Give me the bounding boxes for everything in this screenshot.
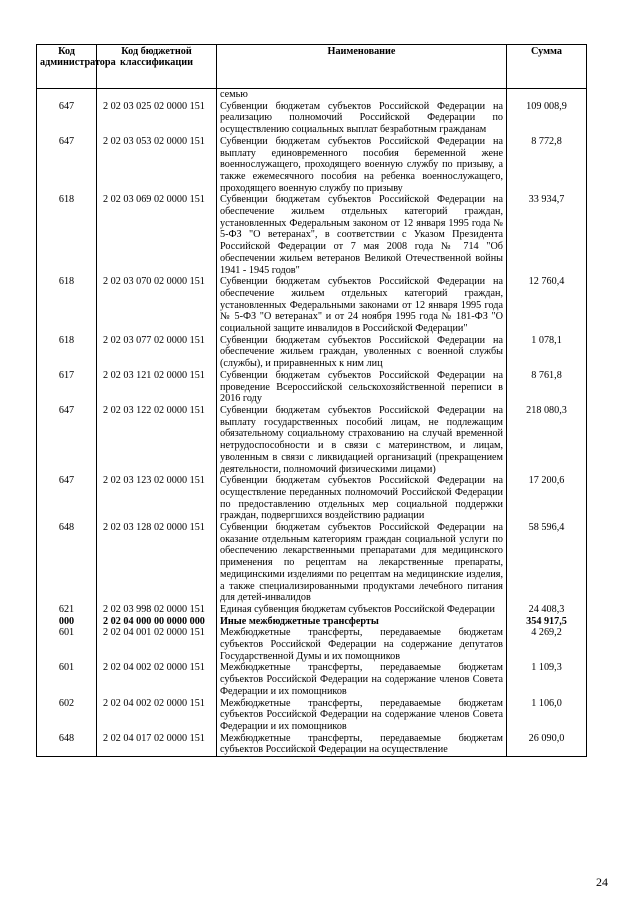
table-row: [37, 627, 587, 662]
table-row: [37, 370, 587, 405]
table-row: [37, 194, 587, 276]
header-name: Наименование: [217, 45, 507, 89]
table-row: [37, 662, 587, 697]
table-row: [37, 604, 587, 616]
page-number: 24: [596, 875, 608, 889]
table-header-row: [37, 45, 587, 89]
sum-cell: 218 080,3: [507, 405, 587, 475]
table-body: [37, 89, 587, 757]
budget-code-cell: 2 02 03 070 02 0000 151: [97, 276, 217, 335]
sum-cell: 1 109,3: [507, 662, 587, 697]
admin-code-cell: 618: [37, 276, 97, 335]
admin-code-cell: 601: [37, 627, 97, 662]
budget-code-cell: 2 02 03 121 02 0000 151: [97, 370, 217, 405]
sum-cell: 24 408,3: [507, 604, 587, 616]
table-row: [37, 136, 587, 195]
header-budget-code: Код бюджетной классификации: [97, 45, 217, 89]
table-row: [37, 405, 587, 475]
name-cell: Иные межбюджетные трансферты: [217, 616, 507, 628]
admin-code-cell: 000: [37, 616, 97, 628]
name-cell: Субвенции бюджетам субъектов Российской Федерации на проведение Всероссийской сельскохозяйственной переписи в 2016 году: [217, 370, 507, 405]
header-admin-code: Код администратора: [37, 45, 97, 89]
sum-cell: 17 200,6: [507, 475, 587, 522]
table-row: [37, 335, 587, 370]
name-cell: Субвенции бюджетам субъектов Российской Федерации на реализацию полномочий Российской Федерации по осуществлению социальных выплат безработным гражданам: [217, 101, 507, 136]
name-cell: Межбюджетные трансферты, передаваемые бюджетам субъектов Российской Федерации на содержание членов Совета Федерации и их помощников: [217, 698, 507, 733]
admin-code-cell: 647: [37, 475, 97, 522]
name-cell: Субвенции бюджетам субъектов Российской Федерации на обеспечение жильем отдельных категорий граждан, установленных Федеральными законами от 12 января 1995 года № 5-ФЗ "О ветеранах" и от 24 ноября 1995 года № 181-ФЗ "О социальной защите инвалидов в Российской Федерации": [217, 276, 507, 335]
table-row: [37, 616, 587, 628]
table-row: [37, 276, 587, 335]
name-cell: Межбюджетные трансферты, передаваемые бюджетам субъектов Российской Федерации на осуществление: [217, 733, 507, 757]
admin-code-cell: 648: [37, 733, 97, 757]
budget-code-cell: 2 02 04 001 02 0000 151: [97, 627, 217, 662]
admin-code-cell: 647: [37, 405, 97, 475]
budget-code-cell: 2 02 03 998 02 0000 151: [97, 604, 217, 616]
name-cell: Единая субвенция бюджетам субъектов Российской Федерации: [217, 604, 507, 616]
sum-cell: 8 772,8: [507, 136, 587, 195]
name-cell: Субвенции бюджетам субъектов Российской Федерации на выплату единовременного пособия беременной жене военнослужащего, проходящего военную службу по призыву, а также ежемесячного пособия на ребенка военнослужащего, проходящего военную службу по призыву: [217, 136, 507, 195]
admin-code-cell: 647: [37, 101, 97, 136]
sum-cell: 8 761,8: [507, 370, 587, 405]
header-sum: Сумма: [507, 45, 587, 89]
admin-code-cell: 648: [37, 522, 97, 604]
admin-code-cell: 621: [37, 604, 97, 616]
admin-code-cell: 602: [37, 698, 97, 733]
budget-code-cell: 2 02 03 077 02 0000 151: [97, 335, 217, 370]
admin-code-cell: 617: [37, 370, 97, 405]
budget-code-cell: 2 02 04 002 02 0000 151: [97, 662, 217, 697]
sum-cell: 1 078,1: [507, 335, 587, 370]
budget-code-cell: 2 02 04 017 02 0000 151: [97, 733, 217, 757]
sum-cell: 109 008,9: [507, 101, 587, 136]
budget-code-cell: 2 02 03 128 02 0000 151: [97, 522, 217, 604]
continuation-row: [37, 89, 587, 101]
admin-code-cell: 601: [37, 662, 97, 697]
name-cell: Субвенции бюджетам субъектов Российской Федерации на осуществление переданных полномочий Российской Федерации по предоставлению отдельных мер социальной поддержки граждан, подвергшихся воздействию радиации: [217, 475, 507, 522]
budget-code-cell: 2 02 03 053 02 0000 151: [97, 136, 217, 195]
sum-cell: 4 269,2: [507, 627, 587, 662]
name-cell: Субвенции бюджетам субъектов Российской Федерации на выплату государственных пособий лицам, не подлежащим обязательному социальному страхованию на случай временной нетрудоспособности и в связи с материнством, и лицам, уволенным в связи с ликвидацией организаций (прекращением деятельности, полномочий физическими лицами): [217, 405, 507, 475]
sum-cell: 58 596,4: [507, 522, 587, 604]
budget-code-cell: 2 02 03 122 02 0000 151: [97, 405, 217, 475]
sum-cell: 26 090,0: [507, 733, 587, 757]
admin-code-cell: 618: [37, 194, 97, 276]
name-cell: Субвенции бюджетам субъектов Российской Федерации на оказание отдельным категориям граждан социальной услуги по обеспечению лекарственными препаратами для медицинского применения по рецептам на лекарственные препараты, медицинскими изделиями по рецептам на медицинские изделия, а также специализированными продуктами лечебного питания для детей-инвалидов: [217, 522, 507, 604]
name-cell: Межбюджетные трансферты, передаваемые бюджетам субъектов Российской Федерации на содержание членов Совета Федерации и их помощников: [217, 662, 507, 697]
budget-table: [36, 44, 587, 757]
budget-code-cell: 2 02 03 069 02 0000 151: [97, 194, 217, 276]
budget-code-cell: 2 02 04 002 02 0000 151: [97, 698, 217, 733]
table-row: [37, 475, 587, 522]
table-row: [37, 698, 587, 733]
name-cell: Межбюджетные трансферты, передаваемые бюджетам субъектов Российской Федерации на содержание депутатов Государственной Думы и их помощников: [217, 627, 507, 662]
admin-code-cell: 647: [37, 136, 97, 195]
continuation-text: семью: [217, 89, 507, 101]
sum-cell: 12 760,4: [507, 276, 587, 335]
table-row: [37, 522, 587, 604]
table-row: [37, 101, 587, 136]
sum-cell: 33 934,7: [507, 194, 587, 276]
name-cell: Субвенции бюджетам субъектов Российской Федерации на обеспечение жильем отдельных категорий граждан, установленных Федеральным законом от 12 января 1995 года № 5-ФЗ "О ветеранах", в соответствии с Указом Президента Российской Федерации от 7 мая 2008 года № 714 "Об обеспечении жильем ветеранов Великой Отечественной войны 1941 - 1945 годов": [217, 194, 507, 276]
table-row: [37, 733, 587, 757]
admin-code-cell: 618: [37, 335, 97, 370]
budget-code-cell: 2 02 04 000 00 0000 000: [97, 616, 217, 628]
document-page: [36, 44, 586, 757]
budget-code-cell: 2 02 03 025 02 0000 151: [97, 101, 217, 136]
sum-cell: 1 106,0: [507, 698, 587, 733]
name-cell: Субвенции бюджетам субъектов Российской Федерации на обеспечение жильем граждан, уволенных с военной службы (службы), и приравненных к ним лиц: [217, 335, 507, 370]
budget-code-cell: 2 02 03 123 02 0000 151: [97, 475, 217, 522]
sum-cell: 354 917,5: [507, 616, 587, 628]
